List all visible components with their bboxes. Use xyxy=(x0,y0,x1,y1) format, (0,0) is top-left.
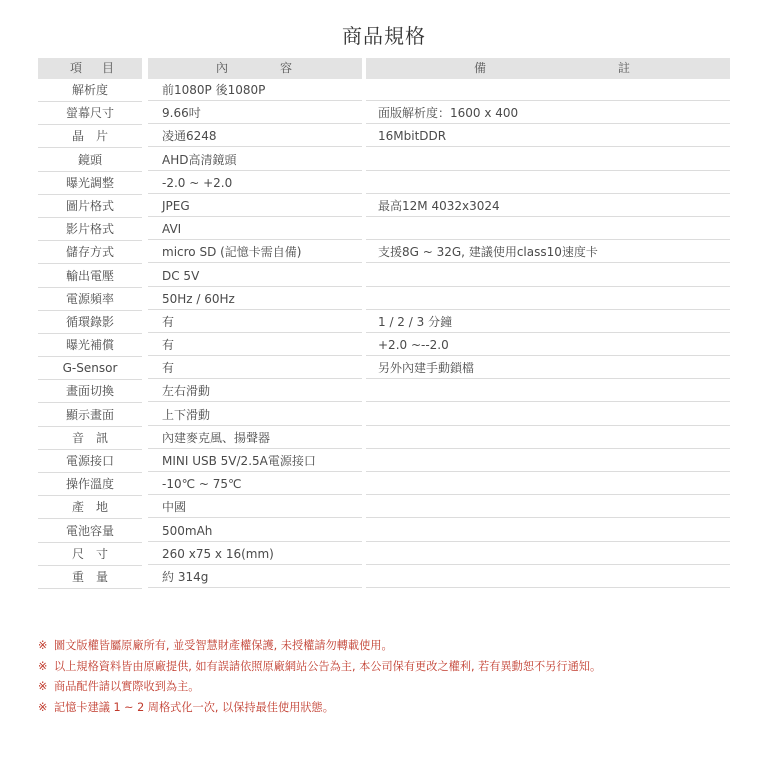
spec-label: 顯示畫面 xyxy=(38,404,142,427)
spec-note xyxy=(366,265,730,287)
asterisk-mark: ※ xyxy=(38,659,48,673)
spec-row xyxy=(38,357,730,380)
spec-row xyxy=(38,520,730,543)
spec-value: 內建麥克風、揚聲器 xyxy=(148,427,362,449)
spec-value: 前1080P 後1080P xyxy=(148,79,362,101)
spec-note xyxy=(366,496,730,518)
spec-label: 畫面切換 xyxy=(38,380,142,403)
spec-value: -10℃ ~ 75℃ xyxy=(148,473,362,495)
spec-value: 260 x75 x 16(mm) xyxy=(148,543,362,565)
spec-note: 支援8G ~ 32G, 建議使用class10速度卡 xyxy=(366,241,730,263)
header-content-char-1: 內 xyxy=(216,61,229,75)
spec-row xyxy=(38,566,730,589)
spec-row xyxy=(38,79,730,102)
spec-note: 16MbitDDR xyxy=(366,125,730,147)
spec-row xyxy=(38,265,730,288)
asterisk-mark: ※ xyxy=(38,700,48,714)
spec-row xyxy=(38,102,730,125)
spec-label: 影片格式 xyxy=(38,218,142,241)
spec-row xyxy=(38,311,730,334)
spec-note xyxy=(366,427,730,449)
header-content xyxy=(148,58,362,79)
spec-note xyxy=(366,450,730,472)
spec-label: 圖片格式 xyxy=(38,195,142,218)
header-item xyxy=(38,58,142,79)
spec-label: 重 量 xyxy=(38,566,142,589)
header-remark-char-1: 備 xyxy=(474,61,487,75)
spec-row xyxy=(38,218,730,241)
note-item xyxy=(38,698,738,719)
spec-label: 解析度 xyxy=(38,79,142,102)
spec-row xyxy=(38,334,730,357)
spec-value: 凌通6248 xyxy=(148,125,362,147)
note-item xyxy=(38,636,738,657)
spec-label: 儲存方式 xyxy=(38,241,142,264)
spec-label: 循環錄影 xyxy=(38,311,142,334)
notes-list xyxy=(38,636,738,718)
spec-note xyxy=(366,520,730,542)
spec-value: -2.0 ~ +2.0 xyxy=(148,172,362,194)
spec-value: micro SD (記憶卡需自備) xyxy=(148,241,362,263)
spec-label: 電池容量 xyxy=(38,520,142,543)
spec-value: 50Hz / 60Hz xyxy=(148,288,362,310)
spec-row xyxy=(38,496,730,519)
note-item xyxy=(38,677,738,698)
spec-note xyxy=(366,473,730,495)
spec-value: 約 314g xyxy=(148,566,362,588)
spec-label: 鏡頭 xyxy=(38,149,142,172)
spec-value: 有 xyxy=(148,311,362,333)
header-content-char-2: 容 xyxy=(280,61,293,75)
header-item-char-1: 項 xyxy=(70,61,83,75)
spec-note: +2.0 ~--2.0 xyxy=(366,334,730,356)
spec-row xyxy=(38,241,730,264)
spec-value: 9.66吋 xyxy=(148,102,362,124)
spec-note xyxy=(366,79,730,101)
spec-label: 曝光補償 xyxy=(38,334,142,357)
spec-label: G-Sensor xyxy=(38,357,142,380)
spec-row xyxy=(38,172,730,195)
header-item-char-2: 目 xyxy=(102,61,115,75)
spec-row xyxy=(38,125,730,148)
spec-note: 另外內建手動鎖檔 xyxy=(366,357,730,379)
spec-value: 有 xyxy=(148,357,362,379)
spec-note xyxy=(366,380,730,402)
spec-row xyxy=(38,149,730,172)
spec-value: 有 xyxy=(148,334,362,356)
spec-label: 音 訊 xyxy=(38,427,142,450)
spec-value: AVI xyxy=(148,218,362,240)
spec-label: 操作溫度 xyxy=(38,473,142,496)
note-item xyxy=(38,657,738,678)
header-remark xyxy=(366,58,730,79)
spec-row xyxy=(38,195,730,218)
spec-value: 左右滑動 xyxy=(148,380,362,402)
header-remark-char-2: 註 xyxy=(618,61,631,75)
spec-value: JPEG xyxy=(148,195,362,217)
page-title: 商品規格 xyxy=(342,24,426,48)
spec-row xyxy=(38,427,730,450)
spec-value: 上下滑動 xyxy=(148,404,362,426)
spec-label: 晶 片 xyxy=(38,125,142,148)
spec-row xyxy=(38,543,730,566)
spec-note: 最高12M 4032x3024 xyxy=(366,195,730,217)
spec-note xyxy=(366,288,730,310)
note-text: 商品配件請以實際收到為主。 xyxy=(54,680,200,693)
spec-row xyxy=(38,450,730,473)
spec-note: 1 / 2 / 3 分鐘 xyxy=(366,311,730,333)
spec-value: MINI USB 5V/2.5A電源接口 xyxy=(148,450,362,472)
spec-table-body xyxy=(38,79,730,589)
spec-note xyxy=(366,404,730,426)
spec-note xyxy=(366,149,730,171)
spec-value: DC 5V xyxy=(148,265,362,287)
spec-note: 面版解析度：1600 x 400 xyxy=(366,102,730,124)
spec-value: 500mAh xyxy=(148,520,362,542)
spec-label: 產 地 xyxy=(38,496,142,519)
spec-value: AHD高清鏡頭 xyxy=(148,149,362,171)
spec-row xyxy=(38,473,730,496)
asterisk-mark: ※ xyxy=(38,639,48,652)
spec-row xyxy=(38,404,730,427)
spec-table-header xyxy=(38,58,730,79)
spec-label: 輸出電壓 xyxy=(38,265,142,288)
note-text: 圖文版權皆屬原廠所有, 並受智慧財產權保護, 未授權請勿轉載使用。 xyxy=(54,639,393,652)
spec-label: 螢幕尺寸 xyxy=(38,102,142,125)
note-text: 以上規格資料皆由原廠提供, 如有誤請依照原廠網站公告為主, 本公司保有更改之權利, 若有異動恕不另行通知。 xyxy=(54,659,602,673)
spec-note xyxy=(366,543,730,565)
spec-value: 中國 xyxy=(148,496,362,518)
spec-label: 電源頻率 xyxy=(38,288,142,311)
spec-label: 電源接口 xyxy=(38,450,142,473)
asterisk-mark: ※ xyxy=(38,680,48,693)
spec-label: 曝光調整 xyxy=(38,172,142,195)
spec-label: 尺 寸 xyxy=(38,543,142,566)
spec-table xyxy=(38,58,730,589)
spec-note xyxy=(366,566,730,588)
spec-row xyxy=(38,380,730,403)
note-text: 記憶卡建議 1 ~ 2 周格式化一次, 以保持最佳使用狀態。 xyxy=(54,700,334,714)
spec-row xyxy=(38,288,730,311)
spec-note xyxy=(366,218,730,240)
spec-note xyxy=(366,172,730,194)
